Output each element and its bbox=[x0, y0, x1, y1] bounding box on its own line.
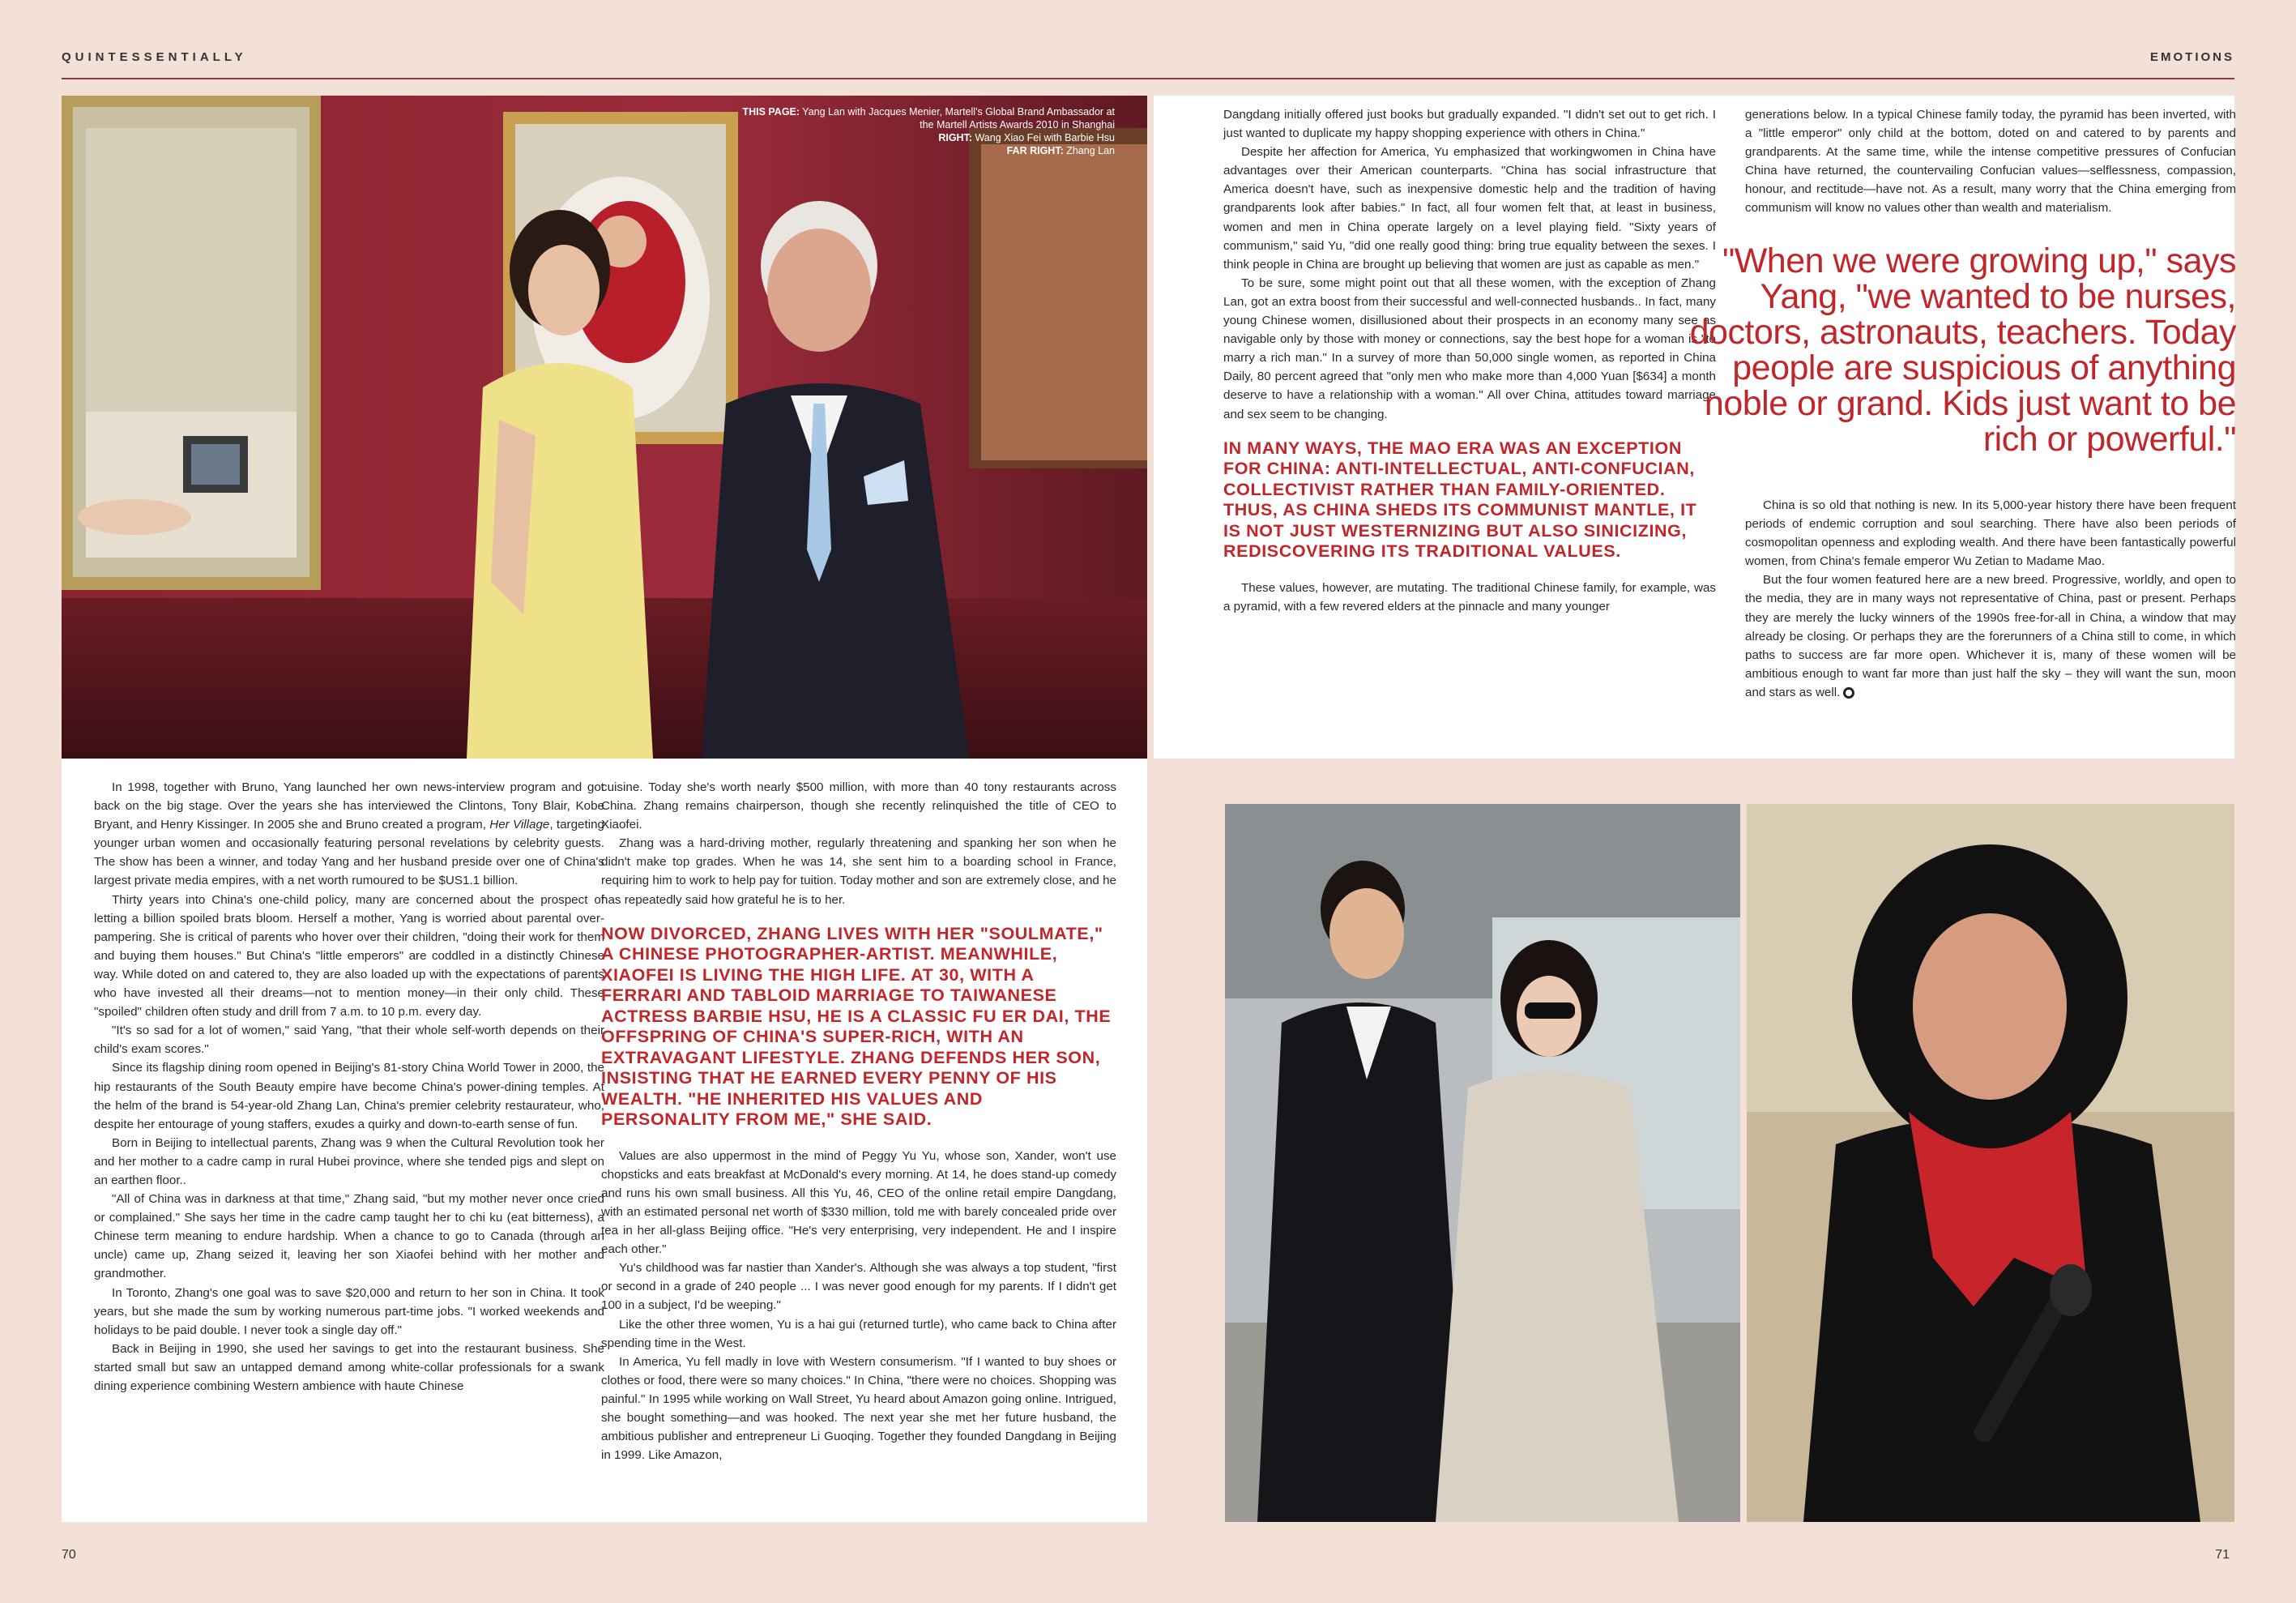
zhang-lan-photo-illustration bbox=[1747, 804, 2234, 1522]
couple-photo-illustration bbox=[1225, 804, 1740, 1522]
pull-quote-left: NOW DIVORCED, ZHANG LIVES WITH HER "SOULMATE," A CHINESE PHOTOGRAPHER-ARTIST. MEANWHILE, XIAOFEI IS LIVING THE HIGH LIFE. AT 30, WITH A FERRARI AND TABLOID MARRIAGE TO TAIWANESE ACTRESS BARBIE HSU, HE IS A CLASSIC FU ER DAI, THE OFFSPRING OF CHINA'S SUPER-RICH, WITH AN EXTRAVAGANT LIFESTYLE. ZHANG DEFENDS HER SON, INSISTING THAT HE EARNED EVERY PENNY OF HIS WEALTH. "HE INHERITED HIS VALUES AND PERSONALITY FROM ME," SHE SAID. bbox=[601, 923, 1112, 1130]
text-run: , targeting younger urban women and occasionally featuring personal revelations by celebrity guests. The show has been a winner, and today Yang and her husband preside over one of China's largest private media empires, with a net worth rumoured to be $US1.1 billion. bbox=[94, 818, 604, 888]
caption-label-2: RIGHT: bbox=[938, 132, 972, 143]
caption-label-3: FAR RIGHT: bbox=[1006, 145, 1064, 156]
photo-wang-xiaofei-barbie-hsu bbox=[1225, 804, 1740, 1522]
paragraph: Yu's childhood was far nastier than Xander's. Although she was always a top student, "first or second in a grade of 240 people ... I was never good enough for my parents. If I didn't get 100 in a subject, I'd be weeping." bbox=[601, 1261, 1116, 1313]
paragraph: Like the other three women, Yu is a hai gui (returned turtle), who came back to China after spending time in the West. bbox=[601, 1317, 1116, 1350]
paragraph bbox=[1745, 571, 2236, 702]
article-column-2 bbox=[601, 778, 1116, 1464]
photo-zhang-lan bbox=[1747, 804, 2234, 1522]
section-name: EMOTIONS bbox=[2149, 50, 2234, 64]
text-run: But the four women featured here are a new breed. Progressive, worldly, and open to the media, they are in many ways not representative of China, past or present. Perhaps they are merely the lucky winners of the 1990s free-for-all in China, a window that may already be closing. Or perhaps they are the forerunners of a China still to come, in which paths to success are far more open. Whichever it is, many of these women will be ambitious enough to want far more than just half the sky – they will want the sun, moon and stars as well. bbox=[1745, 573, 2236, 699]
end-of-article-icon bbox=[1843, 687, 1854, 699]
paragraph: Born in Beijing to intellectual parents, Zhang was 9 when the Cultural Revolution took her and her mother to a cadre camp in rural Hubei province, where she tended pigs and slept on an earthen floor.. bbox=[94, 1135, 604, 1187]
photo-caption bbox=[742, 105, 1115, 157]
paragraph: Values are also uppermost in the mind of Peggy Yu Yu, whose son, Xander, won't use chopsticks and eats breakfast at McDonald's every morning. At 14, he does stand-up comedy and runs his own small business. All this Yu, 46, CEO of the online retail empire Dangdang, with an estimated personal net worth of $330 million, told me with barely concealed pride over tea in her all-glass Beijing office. "He's very enterprising, very independent. He and I inspire each other." bbox=[601, 1148, 1116, 1257]
magazine-name: QUINTESSENTIALLY bbox=[62, 50, 247, 64]
pull-quote-right: IN MANY WAYS, THE MAO ERA WAS AN EXCEPTION FOR CHINA: ANTI-INTELLECTUAL, ANTI-CONFUCIAN, COLLECTIVIST RATHER THAN FAMILY-ORIENTED. THUS, AS CHINA SHEDS ITS COMMUNIST MANTLE, IT IS NOT JUST WESTERNIZING BUT ALSO SINICIZING, REDISCOVERING ITS TRADITIONAL VALUES. bbox=[1223, 438, 1697, 562]
page-number-right: 71 bbox=[2215, 1548, 2230, 1562]
paragraph: Despite her affection for America, Yu emphasized that workingwomen in China have advantages over their American counterparts. "China has social infrastructure that America doesn't have, such as inexpensive domestic help and the tradition of having grandparents look after babies." In fact, all four women felt that, at least in business, women and men in China operate largely on a level playing field. "Sixty years of communism," said Yu, "did one really good thing: bring true equality between the sexes. I think people in China are brought up believing that women are just as capable as men." bbox=[1223, 145, 1716, 271]
program-title: Her Village bbox=[489, 818, 550, 832]
caption-label-1: THIS PAGE: bbox=[742, 106, 800, 118]
photo-yang-lan-menier bbox=[62, 96, 1147, 759]
paragraph: To be sure, some might point out that all these women, with the exception of Zhang Lan, got an extra boost from their successful and well-connected husbands.. In fact, many young Chinese women, disillusioned about their prospects in an economy many see as navigable only by those with money or connections, say the best hope for a woman is "to marry a rich man." In a survey of more than 50,000 single women, as reported in China Daily, 80 percent agreed that "only men who make more than 4,000 Yuan [$634] a month deserve to have a relationship with a woman." All over China, attitudes toward marriage and sex seem to be changing. bbox=[1223, 276, 1716, 421]
paragraph: "All of China was in darkness at that time," Zhang said, "but my mother never once cried or complained." She says her time in the cadre camp taught her to chi ku (eat bitterness), a Chinese term meaning to endure hardship. When a chance to go to Canada (through an uncle) came up, Zhang seized it, leaving her son Xiaofei behind with her mother and grandmother. bbox=[94, 1192, 604, 1281]
text-run: In 1998, together with Bruno, Yang launched her own news-interview program and got back on the big stage. Over the years she has interviewed the Clintons, Tony Blair, Kobe Bryant, and Henry Kissinger. In 2005 she and Bruno created a program, bbox=[94, 780, 604, 832]
paragraph: Since its flagship dining room opened in Beijing's 81-story China World Tower in 2000, the hip restaurants of the South Beauty empire have become China's power-dining temples. At the helm of the brand is 54-year-old Zhang Lan, China's premier celebrity restaurateur, who, despite her entourage of young staffers, exudes a quirky and down-to-earth sense of fun. bbox=[94, 1061, 604, 1131]
article-column-4-continued bbox=[1745, 496, 2236, 702]
paragraph: China is so old that nothing is new. In its 5,000-year history there have been frequent periods of endemic corruption and soul searching. There have also been periods of cosmopolitan openness and exploding wealth. And there have been fantastically powerful women, from China's female emperor Wu Zetian to Madame Mao. bbox=[1745, 498, 2236, 569]
caption-text-2: Wang Xiao Fei with Barbie Hsu bbox=[975, 132, 1115, 143]
article-column-3 bbox=[1223, 105, 1716, 616]
paragraph: cuisine. Today she's worth nearly $500 million, with more than 40 tony restaurants across China. Zhang remains chairperson, though she recently relinquished the title of CEO to Xiaofei. bbox=[601, 780, 1116, 832]
caption-text-1: Yang Lan with Jacques Menier, Martell's Global Brand Ambassador at the Martell Artists Awards 2010 in Shanghai bbox=[802, 106, 1115, 130]
paragraph bbox=[94, 778, 604, 891]
header-rule bbox=[62, 78, 2234, 79]
paragraph: In Toronto, Zhang's one goal was to save $20,000 and return to her son in China. It took years, but she made the sum by working numerous part-time jobs. "I worked weekends and holidays to be paid double. I never took a single day off." bbox=[94, 1285, 604, 1337]
paragraph: "It's so sad for a lot of women," said Yang, "that their whole self-worth depends on their child's exam scores." bbox=[94, 1024, 604, 1057]
article-column-1 bbox=[94, 778, 604, 1396]
paragraph: Zhang was a hard-driving mother, regularly threatening and spanking her son when he didn't make top grades. When he was 14, she sent him to a boarding school in France, requiring him to work to help pay for tuition. Today mother and son are extremely close, and he has repeatedly said how grateful he is to her. bbox=[601, 836, 1116, 907]
paragraph: In America, Yu fell madly in love with Western consumerism. "If I wanted to buy shoes or clothes or food, there were so many choices." In China, "there were no choices. Shopping was painful." In 1995 while working on Wall Street, Yu heard about Amazon going online. Intrigued, she bought something—and was hooked. The next year she met her future husband, the ambitious publisher and entrepreneur Li Guoqing. Together they founded Dangdang in Beijing in 1999. Like Amazon, bbox=[601, 1354, 1116, 1463]
featured-quote: "When we were growing up," says Yang, "we wanted to be nurses, doctors, astronauts, teachers. Today people are suspicious of anything noble or grand. Kids just want to be rich or powerful." bbox=[1689, 242, 2236, 459]
gallery-scene-illustration bbox=[62, 96, 1147, 759]
paragraph: These values, however, are mutating. The traditional Chinese family, for example, was a pyramid, with a few revered elders at the pinnacle and many younger bbox=[1223, 580, 1716, 613]
caption-text-3: Zhang Lan bbox=[1066, 145, 1115, 156]
page-number-left: 70 bbox=[62, 1548, 76, 1562]
article-column-4 bbox=[1745, 105, 2236, 218]
paragraph: Back in Beijing in 1990, she used her savings to get into the restaurant business. She started small but saw an untapped demand among white-collar professionals for a swank dining experience combining Western ambience with haute Chinese bbox=[94, 1341, 604, 1393]
paragraph: Thirty years into China's one-child policy, many are concerned about the prospect of letting a billion spoiled brats bloom. Herself a mother, Yang is worried about parental over-pampering. She is critical of parents who hover over their children, "doing their work for them and buying them houses." But China's "little emperors" are coddled in a distinctly Chinese way. While doted on and catered to, they are also loaded up with the expectations of parents who have invested all their dreams—not to mention money—in their only child. These "spoiled" children often study and drill from 7 a.m. to 10 p.m. every day. bbox=[94, 892, 604, 1020]
paragraph: generations below. In a typical Chinese family today, the pyramid has been inverted, with a "little emperor" only child at the bottom, doted on and catered to by parents and grandparents. At the same time, while the intense competitive pressures of Confucian China have returned, the countervailing Confucian values—selflessness, compassion, honour, and rectitude—have not. As a result, many worry that the China emerging from communism will know no values other than wealth and materialism. bbox=[1745, 108, 2236, 216]
paragraph: Dangdang initially offered just books but gradually expanded. "I didn't set out to get rich. I just wanted to duplicate my happy shopping experience with others in China." bbox=[1223, 108, 1716, 141]
